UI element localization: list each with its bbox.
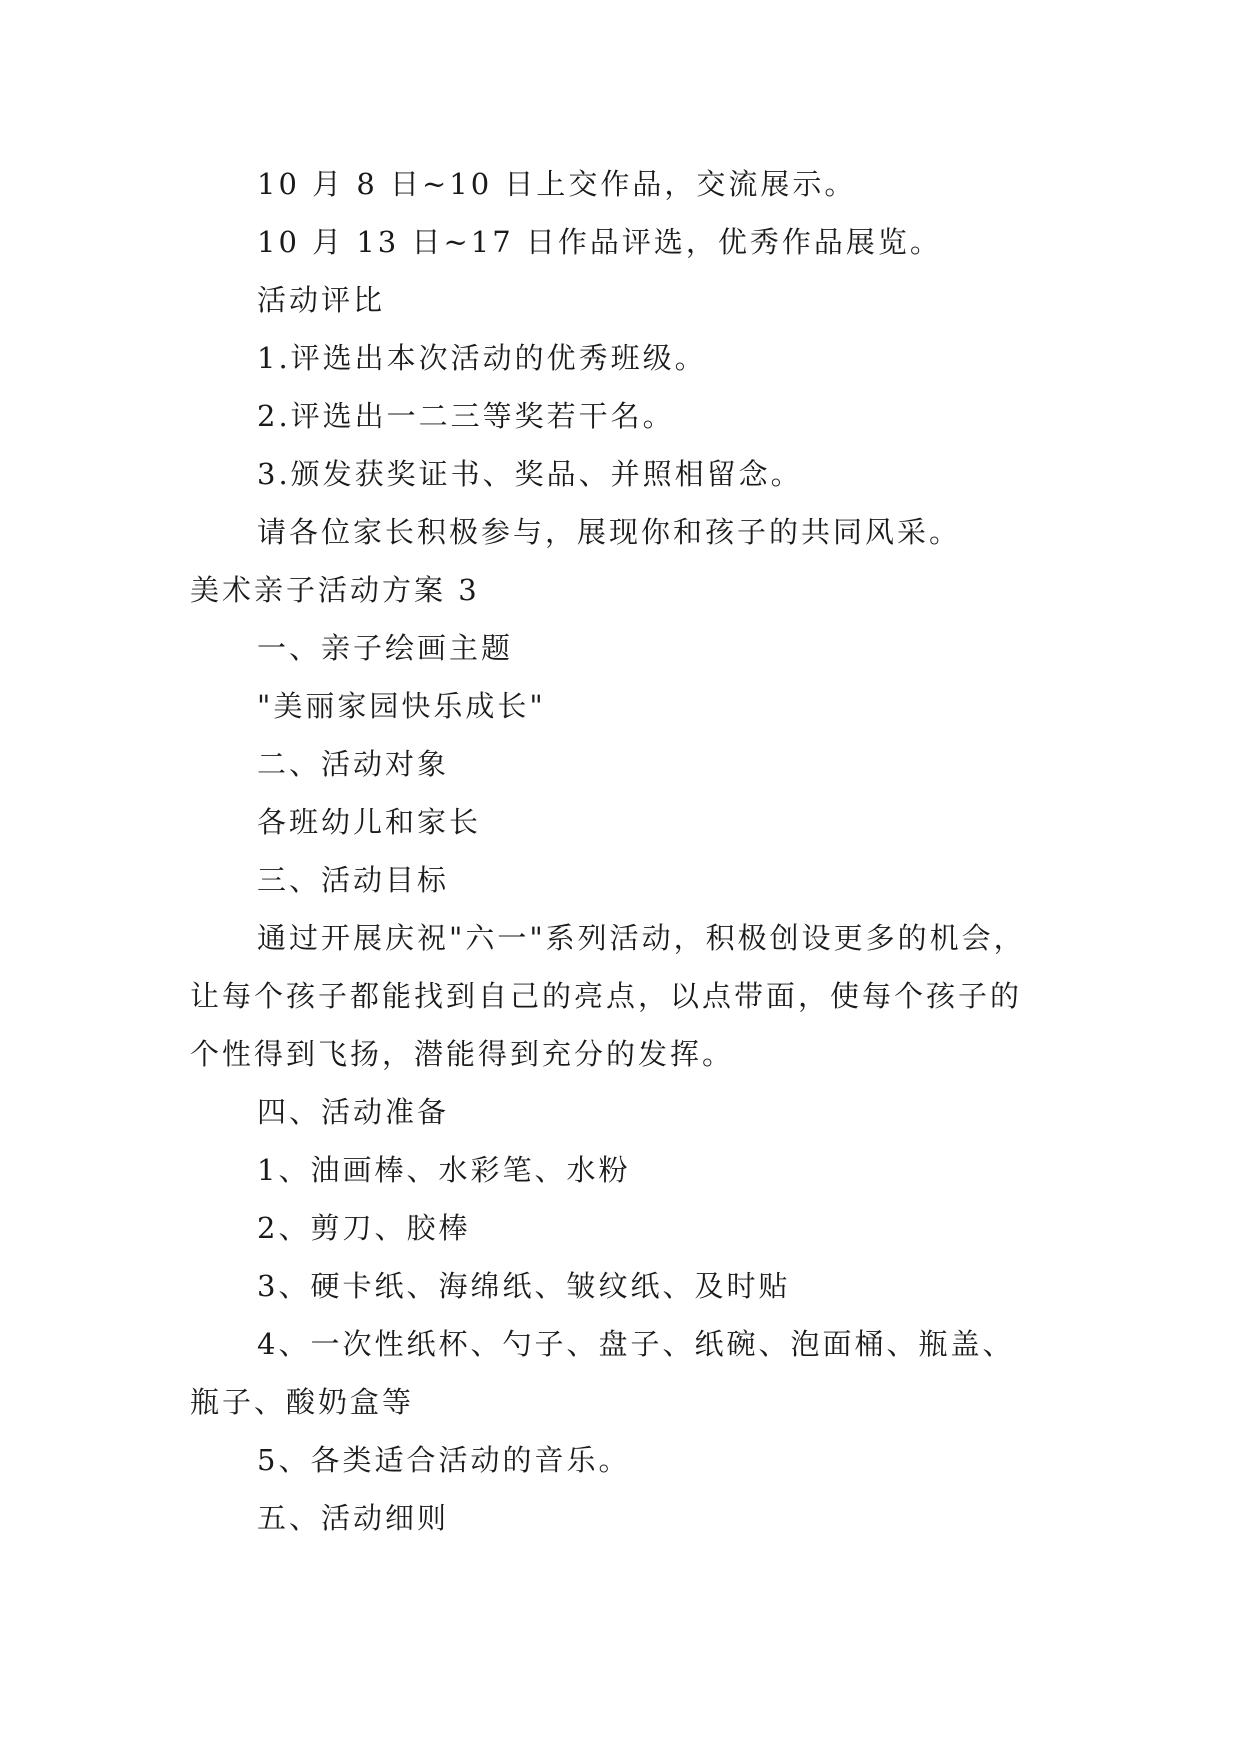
list-item: 2、剪刀、胶棒 bbox=[257, 1211, 471, 1245]
list-item: 2.评选出一二三等奖若干名。 bbox=[257, 399, 675, 433]
paragraph-line: 10 月 8 日~10 日上交作品，交流展示。 bbox=[257, 167, 857, 201]
section-heading: 二、活动对象 bbox=[257, 747, 450, 781]
document-title: 美术亲子活动方案 3 bbox=[190, 573, 480, 607]
section-heading: 五、活动细则 bbox=[257, 1501, 450, 1535]
paragraph-line: "美丽家园快乐成长" bbox=[257, 689, 546, 723]
paragraph-line: 10 月 13 日~17 日作品评选，优秀作品展览。 bbox=[257, 225, 942, 259]
section-heading: 四、活动准备 bbox=[257, 1095, 450, 1129]
section-heading: 活动评比 bbox=[257, 283, 386, 317]
paragraph-line: 各班幼儿和家长 bbox=[257, 805, 482, 839]
list-item: 4、一次性纸杯、勺子、盘子、纸碗、泡面桶、瓶盖、 bbox=[257, 1327, 1015, 1361]
paragraph-line: 通过开展庆祝"六一"系列活动，积极创设更多的机会， bbox=[257, 921, 1026, 955]
list-item: 1、油画棒、水彩笔、水粉 bbox=[257, 1153, 631, 1187]
paragraph-line: 让每个孩子都能找到自己的亮点，以点带面，使每个孩子的 bbox=[190, 979, 1023, 1013]
section-heading: 三、活动目标 bbox=[257, 863, 450, 897]
paragraph-line: 个性得到飞扬，潜能得到充分的发挥。 bbox=[190, 1037, 735, 1071]
list-item: 瓶子、酸奶盒等 bbox=[190, 1385, 415, 1419]
paragraph-line: 请各位家长积极参与，展现你和孩子的共同风采。 bbox=[257, 515, 962, 549]
list-item: 3.颁发获奖证书、奖品、并照相留念。 bbox=[257, 457, 803, 491]
list-item: 3、硬卡纸、海绵纸、皱纹纸、及时贴 bbox=[257, 1269, 791, 1303]
list-item: 5、各类适合活动的音乐。 bbox=[257, 1443, 631, 1477]
section-heading: 一、亲子绘画主题 bbox=[257, 631, 514, 665]
list-item: 1.评选出本次活动的优秀班级。 bbox=[257, 341, 707, 375]
